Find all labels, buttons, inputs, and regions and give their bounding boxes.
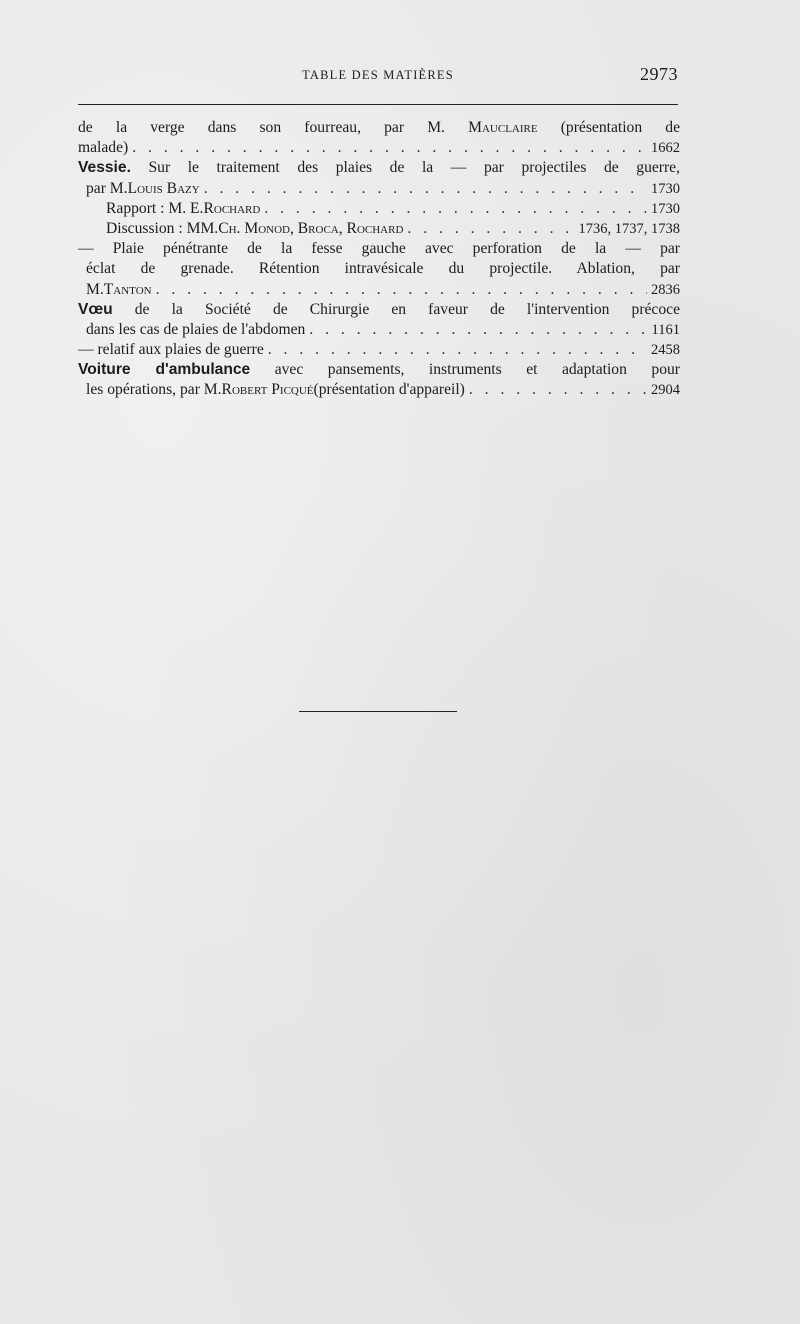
- dot-leader: [132, 138, 647, 158]
- index-line: les opérations, par M. Robert Picqué (présentation d'appareil) . . . 2904: [78, 380, 680, 400]
- author-name: Tanton: [103, 280, 152, 298]
- index-line: M. Tanton . . . 2836: [78, 280, 680, 300]
- page-title: TABLE DES MATIÈRES: [302, 68, 454, 82]
- index-line: Rapport : M. E. Rochard . . . 1730: [78, 199, 680, 219]
- page-ref: 1662: [651, 140, 680, 157]
- index-line: Voiture d'ambulance avec pansements, instruments et adaptation pour: [78, 361, 680, 379]
- page-ref: 2836: [651, 281, 680, 298]
- running-head: [78, 64, 678, 90]
- author-name: Mauclaire: [468, 119, 538, 136]
- dot-leader: [268, 340, 647, 360]
- index-line: éclat de grenade. Rétention intravésicale du projectile. Ablation, par: [86, 260, 680, 278]
- dot-leader: [309, 320, 647, 340]
- author-name: Louis Bazy: [127, 179, 200, 197]
- dot-leader: [156, 280, 647, 300]
- index-line: Discussion : MM. Ch. Monod, Broca, Rochard . . . 1736, 1737, 1738: [78, 219, 680, 239]
- page-ref: 1730: [651, 200, 680, 217]
- author-name: Rochard: [203, 199, 261, 217]
- index-line: — Plaie pénétrante de la fesse gauche avec perforation de la — par: [78, 240, 680, 258]
- index-line: dans les cas de plaies de l'abdomen . . . 1161: [78, 320, 680, 340]
- end-rule: [299, 711, 457, 712]
- dot-leader: [204, 179, 647, 199]
- page-ref: 1161: [651, 321, 680, 338]
- dot-leader: [264, 199, 647, 219]
- index-keyword: Voiture d'ambulance: [78, 361, 251, 379]
- page-ref: 1730: [651, 180, 680, 197]
- index-entries: [78, 118, 680, 401]
- index-keyword: Vœu: [78, 300, 113, 318]
- page-number: 2973: [640, 64, 678, 84]
- index-line: de la verge dans son fourreau, par M. Mauclaire (présentation de: [78, 119, 681, 136]
- author-name: Robert Picqué: [221, 381, 314, 399]
- page-ref: 2458: [651, 342, 680, 359]
- index-keyword: Vessie.: [78, 159, 131, 177]
- author-names: Ch. Monod, Broca, Rochard: [218, 219, 404, 237]
- dot-leader: [469, 380, 647, 400]
- dot-leader: [407, 219, 574, 239]
- index-line: Vœu de la Société de Chirurgie en faveur de l'intervention précoce: [78, 300, 680, 318]
- index-line: — relatif aux plaies de guerre . . . 2458: [78, 340, 680, 360]
- index-line: malade) . . . 1662: [78, 138, 680, 158]
- header-rule: [78, 104, 678, 105]
- page-ref: 1736, 1737, 1738: [578, 220, 680, 237]
- page-ref: 2904: [651, 382, 680, 399]
- index-line: Vessie. Sur le traitement des plaies de la — par projectiles de guerre,: [78, 159, 680, 177]
- index-line: par M. Louis Bazy . . . 1730: [78, 179, 680, 199]
